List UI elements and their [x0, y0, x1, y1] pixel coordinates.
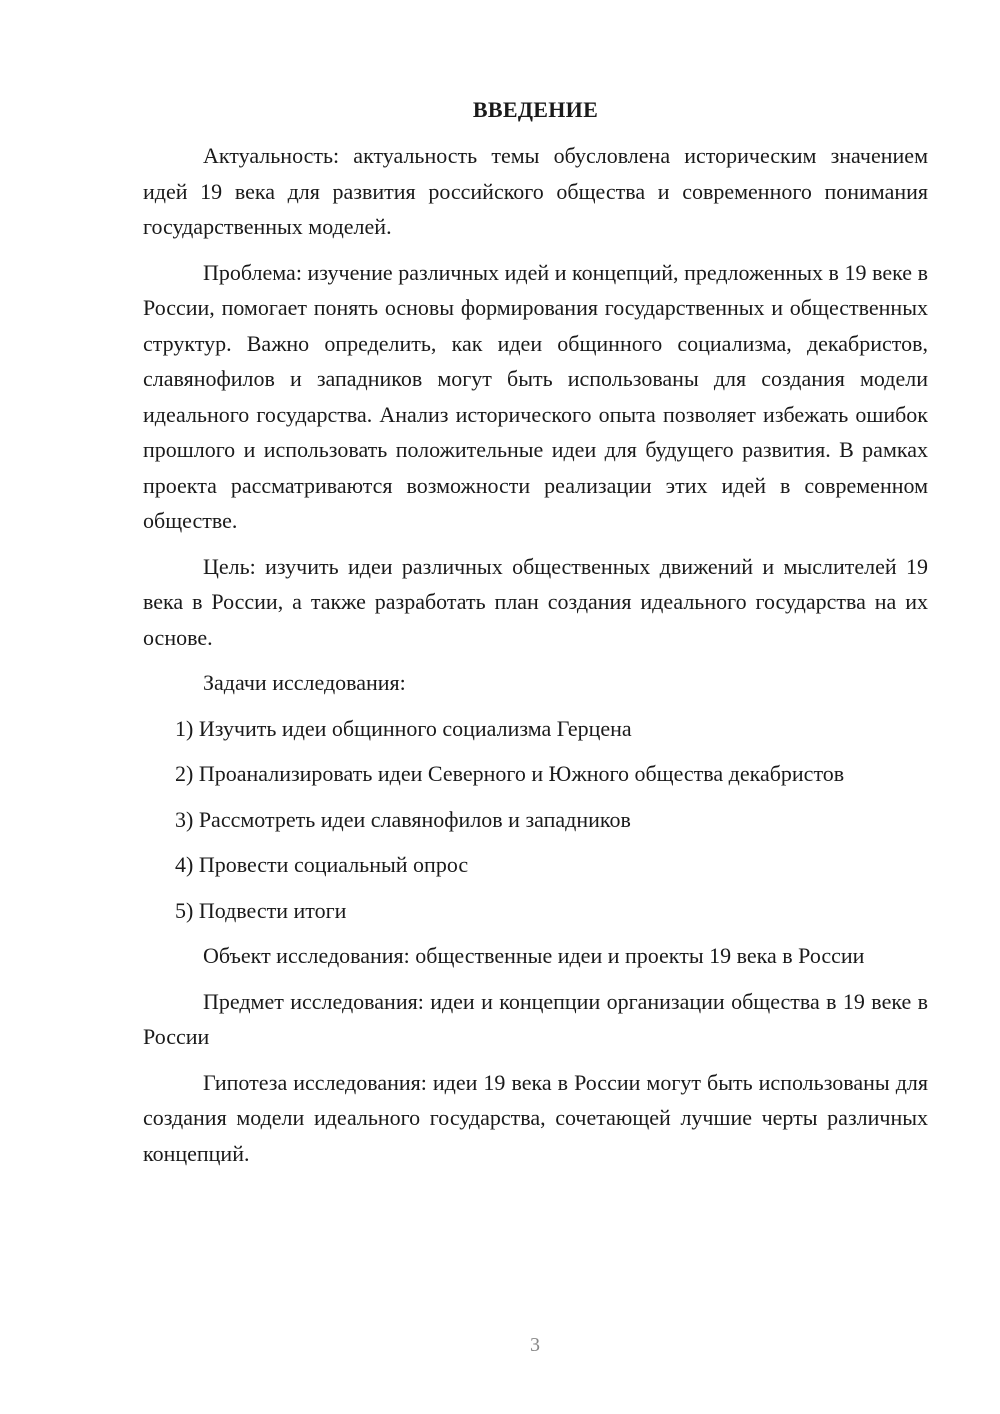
task-item-3: 3) Рассмотреть идеи славянофилов и западников	[175, 806, 631, 832]
task-item-2: 2) Проанализировать идеи Северного и Южного общества декабристов	[175, 761, 845, 786]
hypothesis-paragraph: Гипотеза исследования: идеи 19 века в России могут быть использованы для создания модели идеального государства, сочетающей лучшие черты различных концепций.	[143, 1069, 928, 1166]
section-heading: ВВЕДЕНИЕ	[472, 97, 599, 122]
task-item-5: 5) Подвести итоги	[175, 897, 347, 923]
object-paragraph: Объект исследования: общественные идеи и проекты 19 века в России	[203, 943, 865, 968]
problem-paragraph: Проблема: изучение различных идей и концепций, предложенных в 19 веке в России, помогает понять основы формирования государственных и общественных структур. Важно определить, как идеи общинного социализма, декабристов, славянофилов и западников могут быть использованы для создания модели идеального государства. Анализ исторического опыта позволяет избежать ошибок прошлого и использовать положительные идеи для будущего развития. В рамках проекта рассматриваются возможности реализации этих идей в современном обществе.	[143, 259, 928, 533]
task-item-1: 1) Изучить идеи общинного социализма Герцена	[175, 715, 632, 741]
page-number: 3	[530, 1334, 540, 1356]
relevance-paragraph: Актуальность: актуальность темы обусловлена историческим значением идей 19 века для развития российского общества и современного понимания государственных моделей.	[143, 143, 928, 239]
document-page	[143, 92, 928, 1181]
tasks-title: Задачи исследования:	[203, 670, 406, 695]
task-item-4: 4) Провести социальный опрос	[175, 852, 469, 877]
goal-paragraph: Цель: изучить идеи различных общественных движений и мыслителей 19 века в России, а также разработать план создания идеального государства на их основе.	[143, 553, 928, 650]
subject-paragraph: Предмет исследования: идеи и концепции организации общества в 19 веке в России	[143, 988, 928, 1049]
